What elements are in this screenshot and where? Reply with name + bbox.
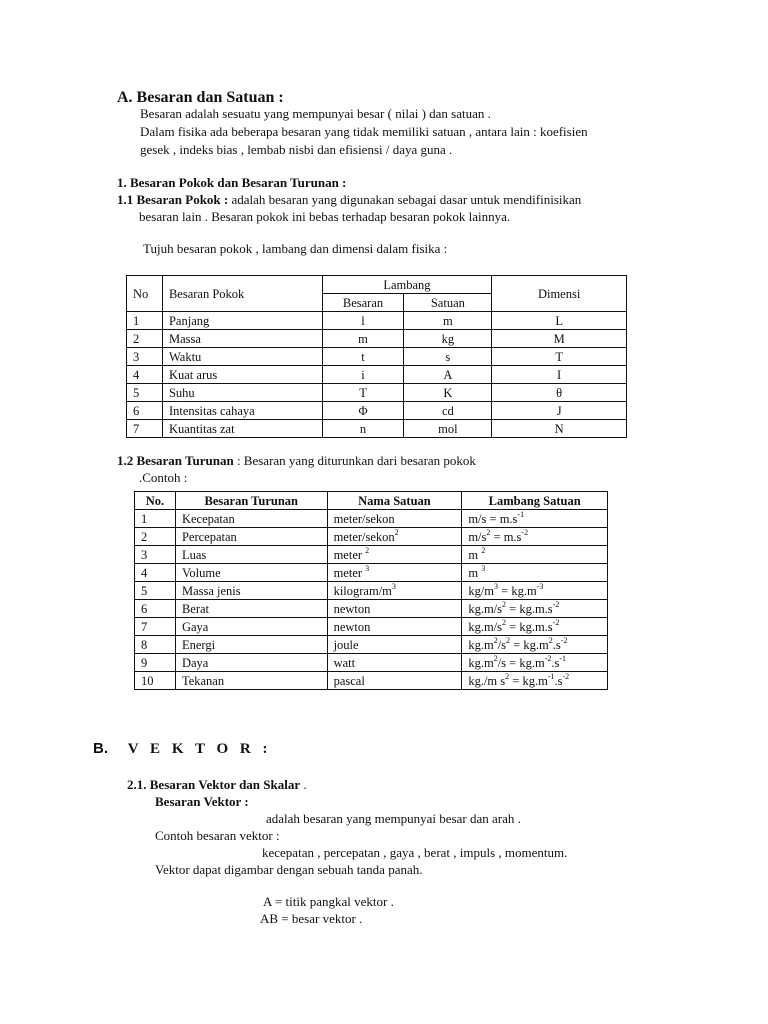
cell-no: 7 [135, 618, 176, 636]
table-row [135, 528, 608, 546]
subsection-1-2-text: : Besaran yang diturunkan dari besaran pokok [233, 453, 476, 468]
cell-name: Gaya [175, 618, 327, 636]
cell-name: Intensitas cahaya [162, 402, 322, 420]
cell-besaran: i [322, 366, 404, 384]
table-row [127, 366, 627, 384]
symbol-exponent: -1 [547, 671, 555, 681]
cell-satuan: mol [404, 420, 492, 438]
symbol-exponent: -2 [521, 527, 529, 537]
cell-symbol [462, 654, 608, 672]
symbol-text: /s = kg.m [497, 655, 545, 670]
symbol-text: .s [551, 655, 560, 670]
cell-symbol [462, 582, 608, 600]
section-a-heading: A. Besaran dan Satuan : [117, 89, 284, 106]
definition-a: A = titik pangkal vektor . [263, 894, 394, 909]
subsection-1-heading: 1. Besaran Pokok dan Besaran Turunan : [117, 175, 347, 190]
symbol-text: = kg.m.s [506, 601, 553, 616]
table-1-header-name: Besaran Pokok [162, 276, 322, 312]
cell-besaran: n [322, 420, 404, 438]
cell-name: Tekanan [175, 672, 327, 690]
cell-no: 6 [135, 600, 176, 618]
unit-exponent: 3 [365, 563, 370, 573]
symbol-exponent: 2 [505, 671, 510, 681]
table-1-header-besaran: Besaran [322, 294, 404, 312]
unit-exponent: 2 [365, 545, 370, 555]
cell-no: 2 [135, 528, 176, 546]
cell-name: Luas [175, 546, 327, 564]
symbol-exponent: 2 [502, 617, 507, 627]
contoh-vektor-list: kecepatan , percepatan , gaya , berat , impuls , momentum. [262, 845, 568, 860]
cell-dimensi: θ [492, 384, 627, 402]
symbol-text: = kg.m [509, 673, 548, 688]
cell-satuan: kg [404, 330, 492, 348]
subsection-2-1-dot: . [300, 777, 307, 792]
cell-dimensi: T [492, 348, 627, 366]
section-a-paragraph-1: Besaran adalah sesuatu yang mempunyai besar ( nilai ) dan satuan . [140, 106, 491, 121]
cell-name: Daya [175, 654, 327, 672]
cell-dimensi: I [492, 366, 627, 384]
cell-symbol [462, 546, 608, 564]
unit-text: pascal [333, 673, 365, 688]
cell-dimensi: N [492, 420, 627, 438]
symbol-text: = kg.m.s [506, 619, 553, 634]
cell-name: Massa [162, 330, 322, 348]
unit-text: joule [333, 637, 359, 652]
table-row [135, 672, 608, 690]
cell-no: 1 [127, 312, 163, 330]
table-1-header-lambang: Lambang [322, 276, 492, 294]
unit-text: watt [333, 655, 356, 670]
symbol-exponent: 2 [506, 635, 511, 645]
section-a-paragraph-2b: gesek , indeks bias , lembab nisbi dan efisiensi / daya guna . [140, 142, 453, 157]
symbol-exponent: 3 [494, 581, 499, 591]
cell-name: Panjang [162, 312, 322, 330]
cell-unit [327, 600, 462, 618]
symbol-exponent: -2 [560, 635, 568, 645]
cell-no: 3 [135, 546, 176, 564]
cell-no: 6 [127, 402, 163, 420]
cell-no: 4 [135, 564, 176, 582]
cell-no: 10 [135, 672, 176, 690]
subsection-1-2-heading: 1.2 Besaran Turunan [117, 453, 234, 468]
cell-name: Energi [175, 636, 327, 654]
table-1-header-satuan: Satuan [404, 294, 492, 312]
cell-dimensi: J [492, 402, 627, 420]
symbol-exponent: -3 [536, 581, 544, 591]
subsection-1-1-text: adalah besaran yang digunakan sebagai dasar untuk mendifinisikan [228, 192, 582, 207]
vektor-gambar-text: Vektor dapat digambar dengan sebuah tanda panah. [155, 862, 423, 877]
cell-no: 7 [127, 420, 163, 438]
symbol-text: kg./m s [468, 673, 506, 688]
symbol-exponent: 2 [502, 599, 507, 609]
table-row [127, 420, 627, 438]
cell-name: Percepatan [175, 528, 327, 546]
subsection-2-1-heading: 2.1. Besaran Vektor dan Skalar [127, 777, 301, 792]
symbol-exponent: -2 [562, 671, 570, 681]
unit-exponent: 2 [394, 527, 399, 537]
symbol-text: m/s = m.s [468, 511, 518, 526]
symbol-text: m [468, 565, 482, 580]
cell-symbol [462, 618, 608, 636]
contoh-vektor-label: Contoh besaran vektor : [155, 828, 280, 843]
cell-symbol [462, 600, 608, 618]
cell-no: 5 [135, 582, 176, 600]
cell-no: 9 [135, 654, 176, 672]
cell-symbol [462, 528, 608, 546]
cell-name: Volume [175, 564, 327, 582]
cell-no: 4 [127, 366, 163, 384]
besaran-vektor-label: Besaran Vektor : [155, 794, 249, 809]
cell-unit [327, 636, 462, 654]
unit-text: newton [333, 601, 371, 616]
symbol-text: kg/m [468, 583, 495, 598]
cell-no: 2 [127, 330, 163, 348]
table-row [127, 348, 627, 366]
table-row [127, 330, 627, 348]
cell-name: Kuantitas zat [162, 420, 322, 438]
cell-satuan: cd [404, 402, 492, 420]
table-row [135, 564, 608, 582]
table-row [135, 618, 608, 636]
symbol-text: .s [552, 637, 561, 652]
subsection-1-2-line [117, 453, 476, 469]
cell-dimensi: L [492, 312, 627, 330]
section-b-heading-line [93, 740, 271, 758]
cell-name: Kuat arus [162, 366, 322, 384]
unit-exponent: 3 [391, 581, 396, 591]
section-b-heading: V E K T O R : [127, 741, 272, 757]
cell-besaran: Φ [322, 402, 404, 420]
symbol-exponent: 2 [493, 635, 498, 645]
table-row [135, 510, 608, 528]
symbol-text: = kg.m [498, 583, 537, 598]
symbol-text: .s [554, 673, 563, 688]
section-a-paragraph-2a: Dalam fisika ada beberapa besaran yang tidak memiliki satuan , antara lain : koefisien [140, 124, 588, 139]
cell-besaran: t [322, 348, 404, 366]
table-row [127, 384, 627, 402]
table-1-header-no: No [127, 276, 163, 312]
cell-besaran: T [322, 384, 404, 402]
cell-satuan: A [404, 366, 492, 384]
table-row [135, 600, 608, 618]
table-row [135, 654, 608, 672]
symbol-text: /s [497, 637, 507, 652]
subsection-1-1-heading: 1.1 Besaran Pokok : [117, 192, 229, 207]
symbol-text: kg.m [468, 637, 494, 652]
cell-name: Berat [175, 600, 327, 618]
cell-no: 1 [135, 510, 176, 528]
subsection-1-1-line [117, 192, 581, 208]
table-row [135, 546, 608, 564]
cell-unit [327, 618, 462, 636]
unit-text: meter [333, 547, 366, 562]
table-1-header-dimensi: Dimensi [492, 276, 627, 312]
section-b-letter: B. [93, 740, 108, 757]
symbol-text: m/s [468, 529, 487, 544]
symbol-exponent: -2 [552, 617, 560, 627]
cell-no: 5 [127, 384, 163, 402]
cell-name: Massa jenis [175, 582, 327, 600]
symbol-text: kg.m/s [468, 619, 503, 634]
symbol-text: = kg.m [510, 637, 549, 652]
besaran-pokok-table [126, 275, 627, 438]
table-2-header-symbol: Lambang Satuan [462, 492, 608, 510]
unit-text: newton [333, 619, 371, 634]
table-row [127, 402, 627, 420]
cell-name: Waktu [162, 348, 322, 366]
cell-unit [327, 528, 462, 546]
subsection-2-1-line [127, 777, 307, 793]
cell-unit [327, 672, 462, 690]
cell-unit [327, 654, 462, 672]
cell-unit [327, 546, 462, 564]
subsection-1-1-line-2: besaran lain . Besaran pokok ini bebas terhadap besaran pokok lainnya. [139, 209, 511, 224]
symbol-text: m [468, 547, 482, 562]
definition-ab: AB = besar vektor . [260, 911, 363, 926]
table-row [127, 312, 627, 330]
symbol-exponent: -2 [544, 653, 552, 663]
table-1-intro: Tujuh besaran pokok , lambang dan dimensi dalam fisika : [143, 241, 448, 256]
cell-name: Suhu [162, 384, 322, 402]
cell-symbol [462, 672, 608, 690]
besaran-vektor-definition: adalah besaran yang mempunyai besar dan arah . [266, 811, 521, 826]
table-2-header-no: No. [135, 492, 176, 510]
cell-name: Kecepatan [175, 510, 327, 528]
symbol-exponent: -1 [559, 653, 567, 663]
symbol-exponent: -2 [552, 599, 560, 609]
unit-text: meter/sekon [333, 529, 395, 544]
cell-symbol [462, 510, 608, 528]
unit-text: meter/sekon [333, 511, 395, 526]
symbol-text: kg.m/s [468, 601, 503, 616]
symbol-exponent: 3 [481, 563, 486, 573]
table-2-header-unit: Nama Satuan [327, 492, 462, 510]
cell-no: 3 [127, 348, 163, 366]
table-2-header-name: Besaran Turunan [175, 492, 327, 510]
unit-text: meter [333, 565, 366, 580]
symbol-exponent: 2 [548, 635, 553, 645]
cell-dimensi: M [492, 330, 627, 348]
cell-no: 8 [135, 636, 176, 654]
cell-unit [327, 510, 462, 528]
table-row [135, 636, 608, 654]
cell-unit [327, 564, 462, 582]
cell-unit [327, 582, 462, 600]
symbol-text: kg.m [468, 655, 494, 670]
subsection-1-2-contoh: .Contoh : [139, 470, 188, 485]
symbol-text: = m.s [490, 529, 522, 544]
unit-text: kilogram/m [333, 583, 392, 598]
besaran-turunan-table [134, 491, 608, 690]
cell-symbol [462, 636, 608, 654]
cell-besaran: m [322, 330, 404, 348]
cell-satuan: m [404, 312, 492, 330]
symbol-exponent: 2 [493, 653, 498, 663]
symbol-exponent: -1 [517, 509, 525, 519]
symbol-exponent: 2 [486, 527, 491, 537]
cell-satuan: K [404, 384, 492, 402]
table-row [135, 582, 608, 600]
cell-symbol [462, 564, 608, 582]
cell-besaran: l [322, 312, 404, 330]
symbol-exponent: 2 [481, 545, 486, 555]
cell-satuan: s [404, 348, 492, 366]
